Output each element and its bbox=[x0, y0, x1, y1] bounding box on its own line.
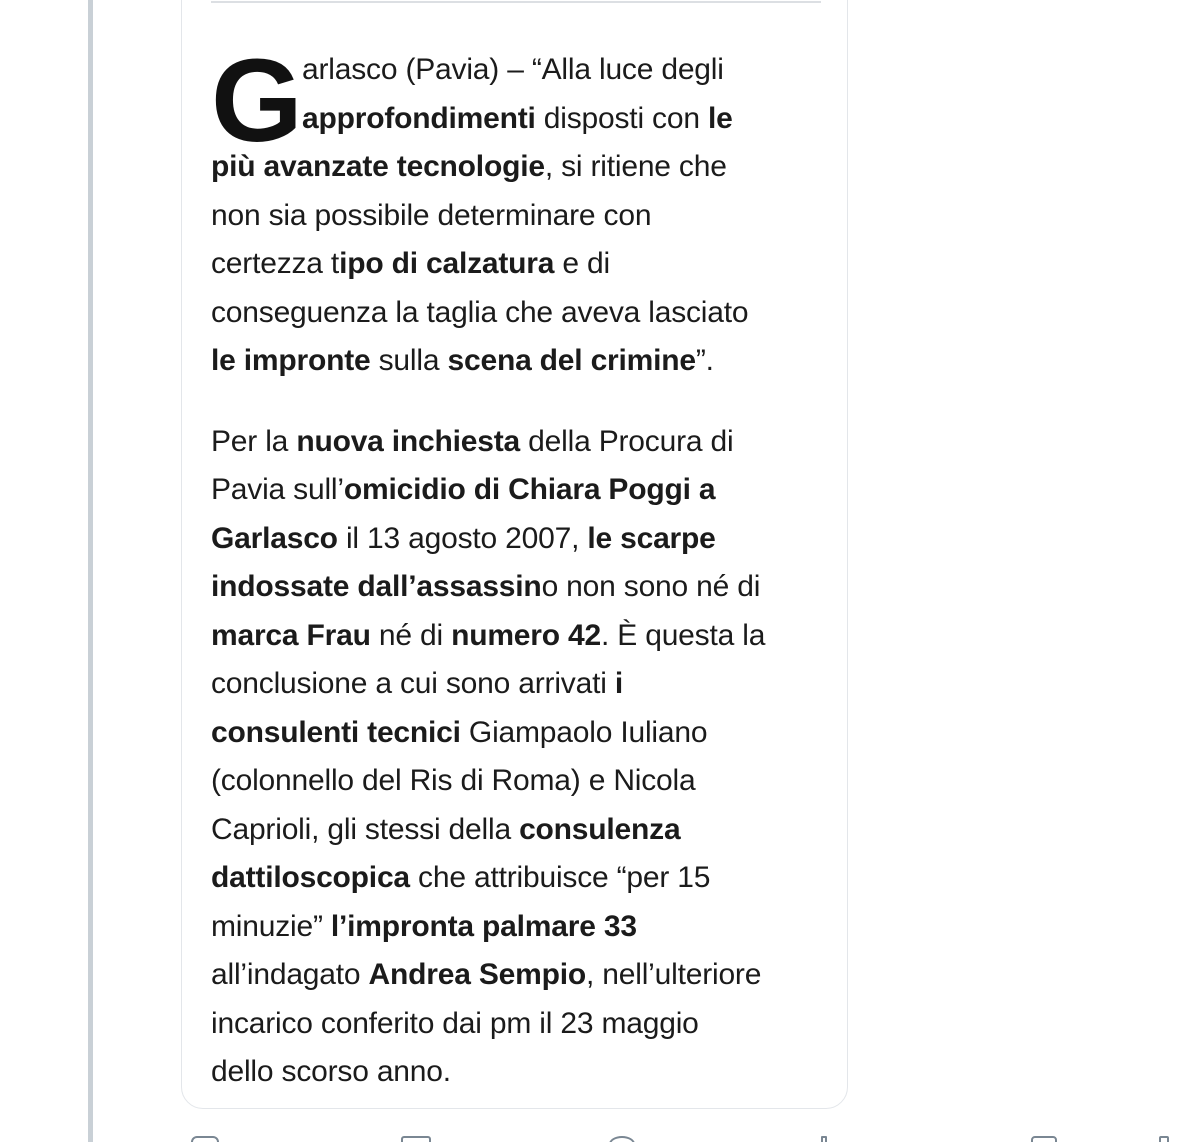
bold-text: dattiloscopica bbox=[211, 861, 410, 894]
line bbox=[211, 612, 821, 661]
views-icon[interactable] bbox=[821, 1136, 827, 1142]
text: ”. bbox=[695, 344, 714, 377]
text: Giampaolo Iuliano bbox=[460, 715, 708, 749]
bold-text: approfondimenti bbox=[302, 101, 536, 135]
line bbox=[211, 1048, 821, 1097]
line bbox=[211, 143, 821, 192]
bold-text: nuova inchiesta bbox=[296, 424, 521, 458]
line bbox=[211, 709, 821, 758]
line bbox=[211, 240, 821, 289]
line bbox=[211, 854, 821, 903]
bold-text: i bbox=[614, 667, 623, 700]
tweet-action-bar bbox=[181, 1130, 1200, 1142]
bold-text: più avanzate tecnologie bbox=[211, 150, 545, 183]
text: . È questa la bbox=[601, 618, 766, 652]
line bbox=[211, 337, 821, 386]
bold-text: ipo di calzatura bbox=[339, 247, 555, 280]
line bbox=[211, 806, 821, 855]
text: o non sono né di bbox=[541, 570, 761, 603]
text: arlasco (Pavia) – “Alla luce degli bbox=[302, 53, 724, 86]
bold-text: consulenti tecnici bbox=[211, 715, 461, 749]
line bbox=[211, 95, 821, 144]
text: non sia possibile determinare con bbox=[211, 198, 652, 232]
text: conseguenza la taglia che aveva lasciato bbox=[211, 295, 749, 329]
bold-text: le scarpe bbox=[587, 521, 716, 555]
line bbox=[211, 951, 821, 1000]
text: incarico conferito dai pm il 23 maggio bbox=[211, 1006, 699, 1040]
line bbox=[211, 192, 821, 241]
bold-text: scena del crimine bbox=[447, 344, 696, 377]
text: all’indagato bbox=[211, 958, 369, 991]
bold-text: le bbox=[707, 101, 733, 135]
line bbox=[211, 757, 821, 806]
bold-text: marca Frau bbox=[211, 618, 371, 652]
text: della Procura di bbox=[520, 424, 734, 458]
paragraph-1 bbox=[211, 35, 821, 386]
retweet-icon[interactable] bbox=[401, 1136, 431, 1142]
bold-text: Garlasco bbox=[211, 521, 338, 555]
text: sulla bbox=[370, 344, 448, 377]
line bbox=[211, 466, 821, 515]
card-divider bbox=[211, 1, 821, 3]
thread-connector-line bbox=[88, 0, 93, 1142]
article-text bbox=[211, 35, 821, 1097]
text: Caprioli, gli stessi della bbox=[211, 812, 520, 846]
text: , si ritiene che bbox=[544, 150, 727, 183]
text: né di bbox=[370, 618, 452, 652]
bold-text: consulenza bbox=[519, 812, 681, 846]
bold-text: omicidio di Chiara Poggi a bbox=[343, 473, 716, 506]
bold-text: Andrea Sempio bbox=[368, 958, 586, 991]
text: (colonnello del Ris di Roma) e Nicola bbox=[211, 764, 696, 797]
line bbox=[211, 515, 821, 564]
line bbox=[211, 660, 821, 709]
text: dello scorso anno. bbox=[211, 1055, 451, 1088]
line bbox=[211, 1000, 821, 1049]
line bbox=[211, 903, 821, 952]
text: , nell’ulteriore bbox=[585, 958, 762, 991]
text: e di bbox=[554, 247, 610, 280]
bold-text: le impronte bbox=[211, 344, 371, 377]
share-icon[interactable] bbox=[1159, 1136, 1169, 1142]
bookmark-icon[interactable] bbox=[1031, 1136, 1057, 1142]
paragraph-2 bbox=[211, 418, 821, 1097]
text: certezza t bbox=[211, 247, 340, 280]
drop-cap: G bbox=[211, 35, 301, 167]
line bbox=[211, 418, 821, 467]
line bbox=[211, 46, 821, 95]
line bbox=[211, 563, 821, 612]
text: che attribuisce “per 15 bbox=[409, 861, 711, 894]
bold-text: numero 42 bbox=[451, 618, 601, 652]
reply-icon[interactable] bbox=[191, 1136, 219, 1142]
text: minuzie” bbox=[211, 909, 331, 943]
text: il 13 agosto 2007, bbox=[337, 521, 588, 555]
text: disposti con bbox=[535, 101, 708, 135]
like-icon[interactable] bbox=[609, 1136, 635, 1142]
line bbox=[211, 289, 821, 338]
bold-text: indossate dall’assassin bbox=[211, 570, 542, 603]
text: Per la bbox=[211, 424, 297, 458]
text: conclusione a cui sono arrivati bbox=[211, 667, 615, 700]
bold-text: l’impronta palmare 33 bbox=[330, 909, 637, 943]
text: Pavia sull’ bbox=[211, 473, 344, 506]
